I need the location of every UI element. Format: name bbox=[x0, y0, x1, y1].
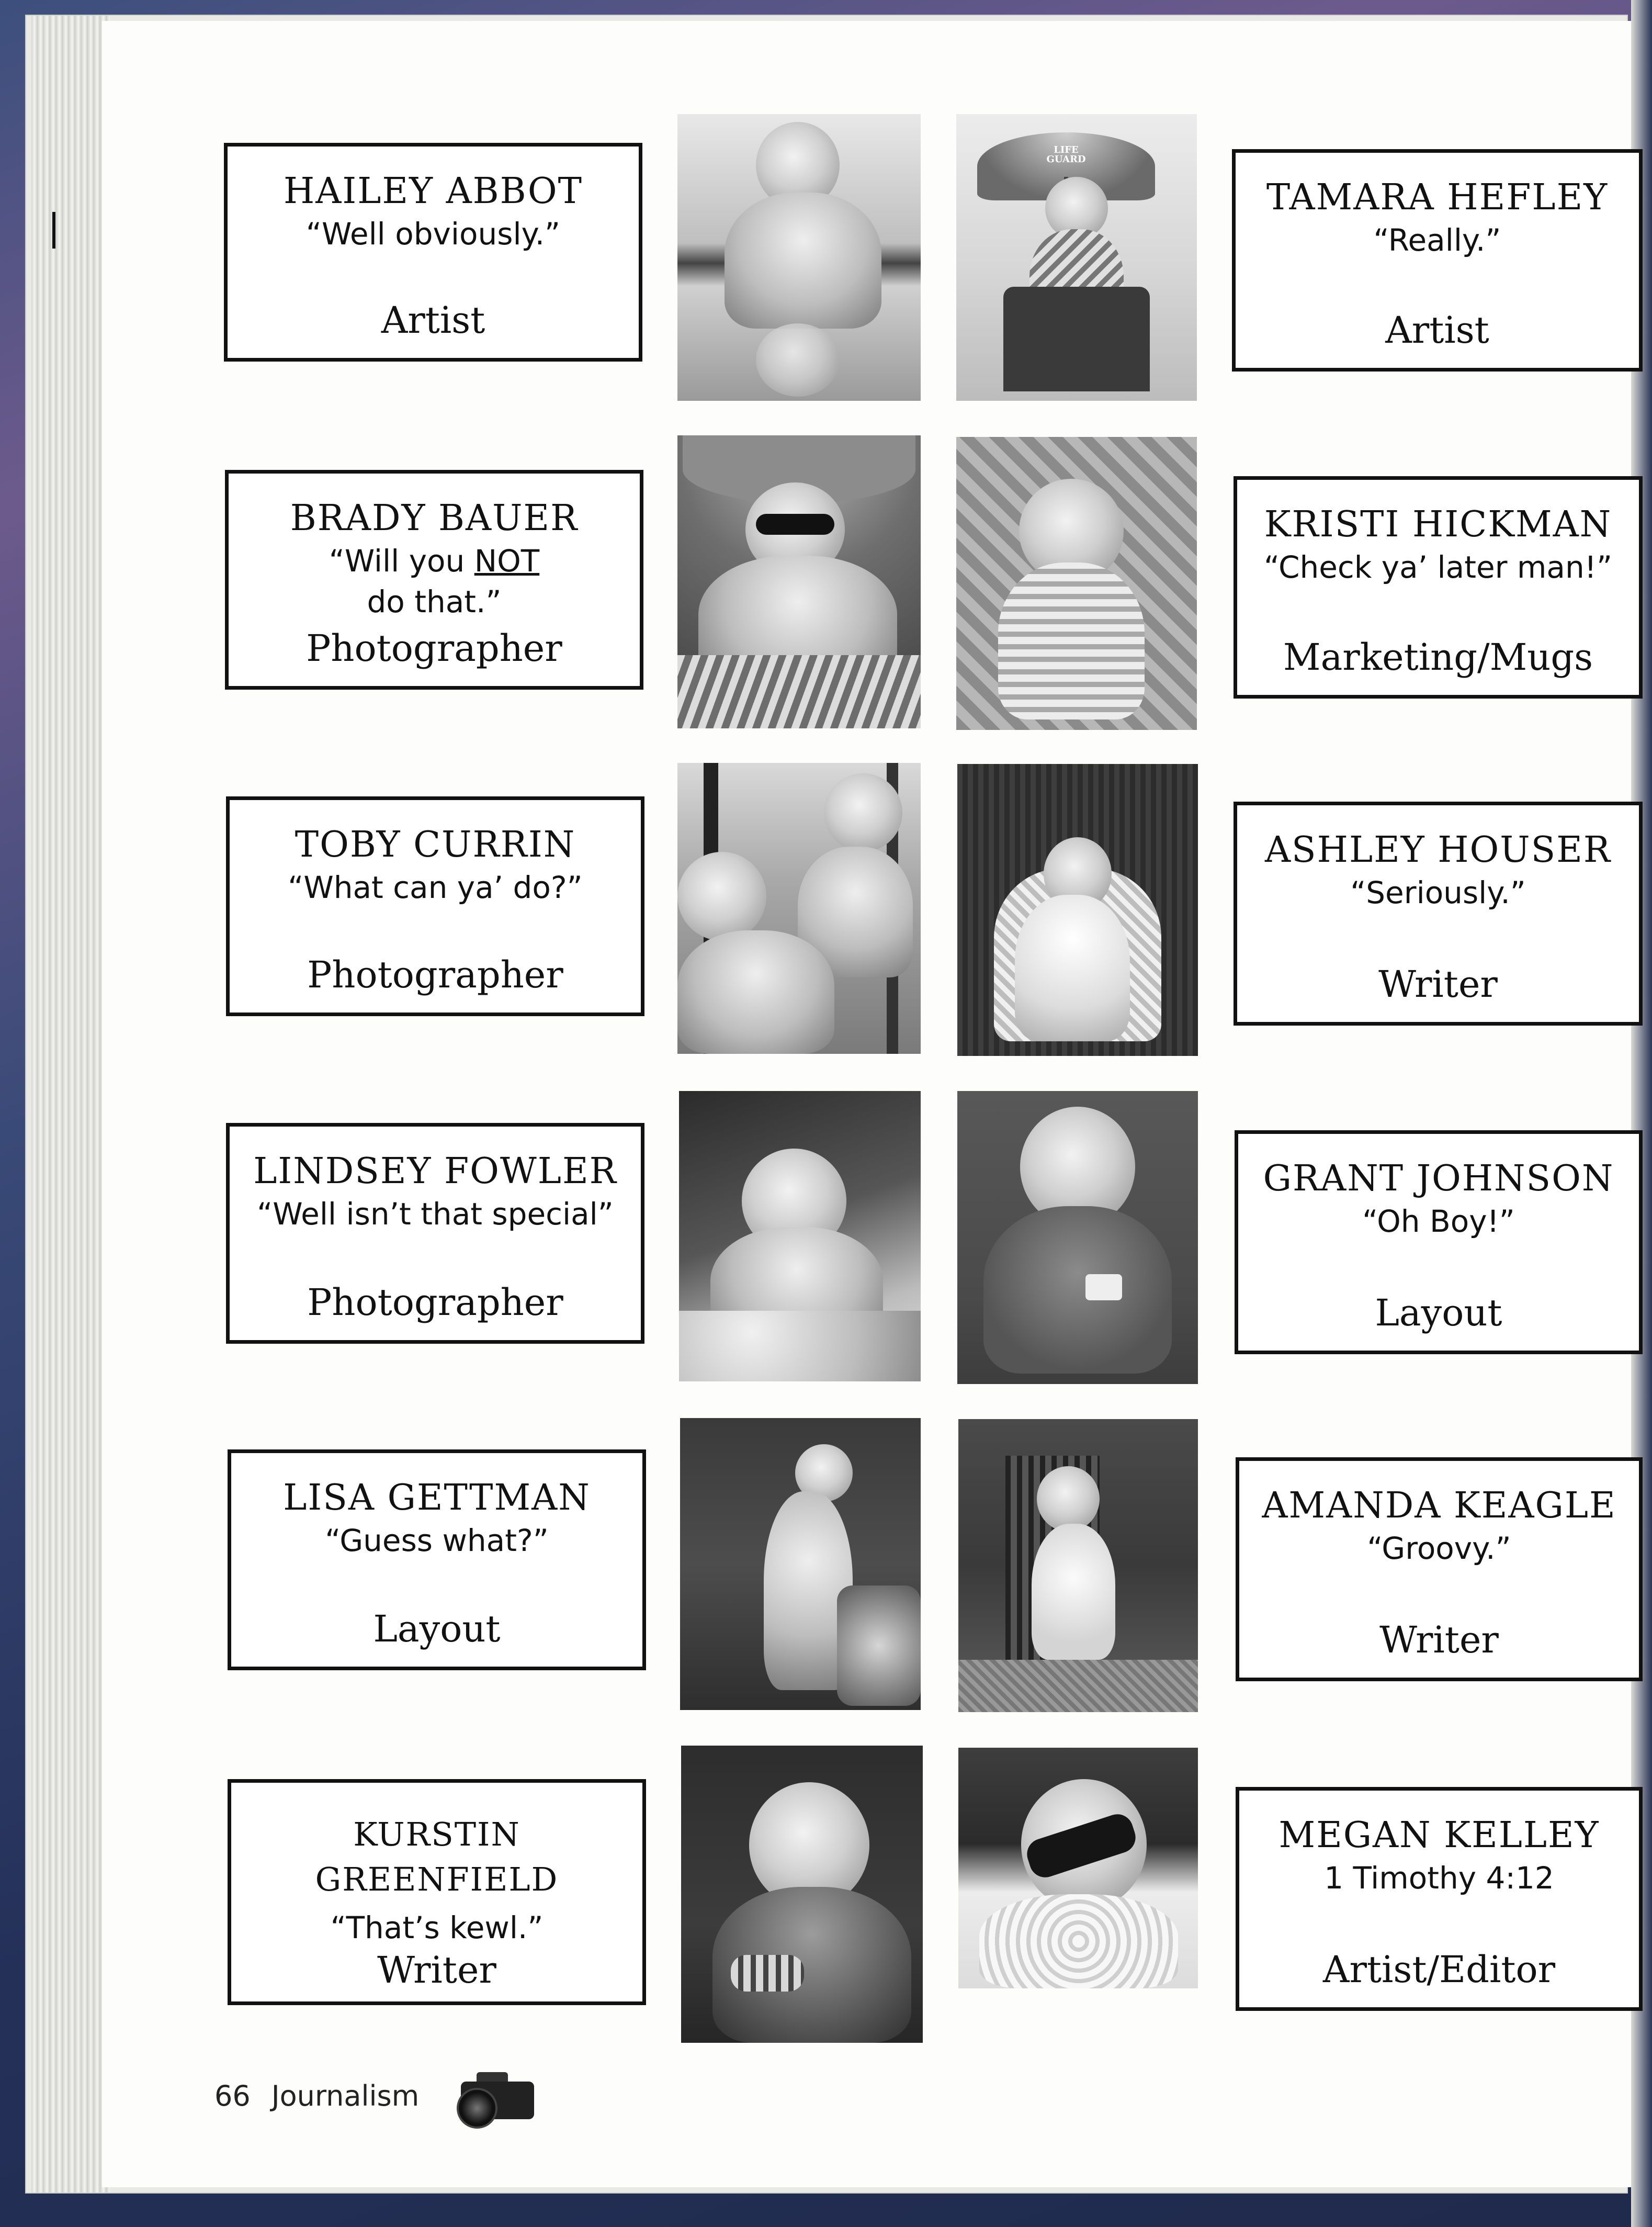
student-quote: “Groovy.” bbox=[1367, 1531, 1511, 1566]
student-name: LINDSEY FOWLER bbox=[253, 1151, 617, 1192]
student-role: Artist bbox=[1385, 309, 1489, 352]
name-card-amanda-keagle bbox=[1236, 1457, 1643, 1681]
baby-photo-kristi-hickman bbox=[956, 437, 1197, 730]
name-card-megan-kelley bbox=[1236, 1787, 1643, 2011]
baby-photo-kurstin-greenfield bbox=[681, 1746, 923, 2043]
student-role: Artist bbox=[381, 299, 485, 342]
student-quote: “Well isn’t that special” bbox=[257, 1196, 614, 1232]
baby-photo-amanda-keagle bbox=[958, 1419, 1198, 1712]
baby-photo-hailey-abbot bbox=[677, 114, 921, 401]
student-role: Writer bbox=[1378, 963, 1498, 1006]
student-quote: “Check ya’ later man!” bbox=[1263, 549, 1613, 585]
baby-photo-grant-johnson bbox=[957, 1091, 1198, 1384]
binding-mark bbox=[52, 212, 55, 249]
student-quote: “Oh Boy!” bbox=[1362, 1204, 1515, 1239]
student-quote: “Really.” bbox=[1373, 222, 1501, 258]
student-name: TOBY CURRIN bbox=[295, 824, 576, 865]
name-card-brady-bauer bbox=[225, 470, 643, 690]
name-card-kurstin-greenfield bbox=[228, 1779, 646, 2005]
student-quote: 1 Timothy 4:12 bbox=[1324, 1860, 1554, 1896]
student-quote: “That’s kewl.” bbox=[330, 1910, 544, 1945]
baby-photo-ashley-houser bbox=[957, 764, 1198, 1056]
student-name: BRADY BAUER bbox=[290, 498, 579, 539]
student-name: HAILEY ABBOT bbox=[284, 171, 583, 212]
name-card-toby-currin bbox=[226, 796, 644, 1016]
page-footer bbox=[214, 2067, 539, 2124]
student-role: Layout bbox=[373, 1607, 501, 1650]
student-name: LISA GETTMAN bbox=[283, 1477, 591, 1519]
student-name: TAMARA HEFLEY bbox=[1266, 177, 1609, 218]
name-card-lisa-gettman bbox=[228, 1449, 646, 1670]
student-quote: “Seriously.” bbox=[1350, 875, 1526, 910]
student-role: Marketing/Mugs bbox=[1283, 636, 1593, 679]
student-role: Writer bbox=[1379, 1618, 1499, 1661]
student-name: KRISTI HICKMAN bbox=[1264, 504, 1612, 545]
student-role: Photographer bbox=[306, 627, 562, 670]
section-title: Journalism bbox=[271, 2079, 420, 2112]
student-name: GRANT JOHNSON bbox=[1263, 1158, 1614, 1199]
student-role: Layout bbox=[1375, 1291, 1502, 1334]
student-name: MEGAN KELLEY bbox=[1278, 1815, 1600, 1856]
camera-icon bbox=[456, 2067, 539, 2124]
baby-photo-tamara-hefley bbox=[956, 114, 1197, 401]
student-quote: “What can ya’ do?” bbox=[288, 870, 583, 905]
name-card-grant-johnson bbox=[1235, 1130, 1643, 1354]
name-card-hailey-abbot bbox=[224, 143, 642, 362]
name-card-ashley-houser bbox=[1234, 802, 1643, 1026]
baby-photo-lindsey-fowler bbox=[679, 1091, 921, 1381]
baby-photo-toby-currin bbox=[677, 763, 921, 1054]
baby-photo-megan-kelley bbox=[958, 1748, 1198, 1988]
student-quote: “Will you NOT do that.” bbox=[329, 543, 540, 620]
student-role: Photographer bbox=[307, 1281, 563, 1324]
student-role: Writer bbox=[377, 1949, 496, 1992]
baby-photo-lisa-gettman bbox=[680, 1418, 921, 1710]
student-role: Artist/Editor bbox=[1322, 1948, 1556, 1991]
page-number: 66 bbox=[214, 2079, 251, 2112]
umbrella-sign: LIFE GUARD bbox=[1046, 144, 1086, 165]
student-role: Photographer bbox=[307, 953, 563, 996]
name-card-lindsey-fowler bbox=[226, 1123, 644, 1344]
student-quote: “Well obviously.” bbox=[305, 216, 561, 252]
student-name: ASHLEY HOUSER bbox=[1264, 829, 1612, 871]
student-name: AMANDA KEAGLE bbox=[1262, 1485, 1616, 1526]
name-card-tamara-hefley bbox=[1232, 149, 1643, 372]
student-name: KURSTIN bbox=[353, 1815, 521, 1853]
student-quote: “Guess what?” bbox=[325, 1523, 549, 1558]
name-card-kristi-hickman bbox=[1234, 476, 1643, 699]
student-name-line-2: GREENFIELD bbox=[315, 1860, 559, 1898]
baby-photo-brady-bauer bbox=[677, 435, 921, 728]
